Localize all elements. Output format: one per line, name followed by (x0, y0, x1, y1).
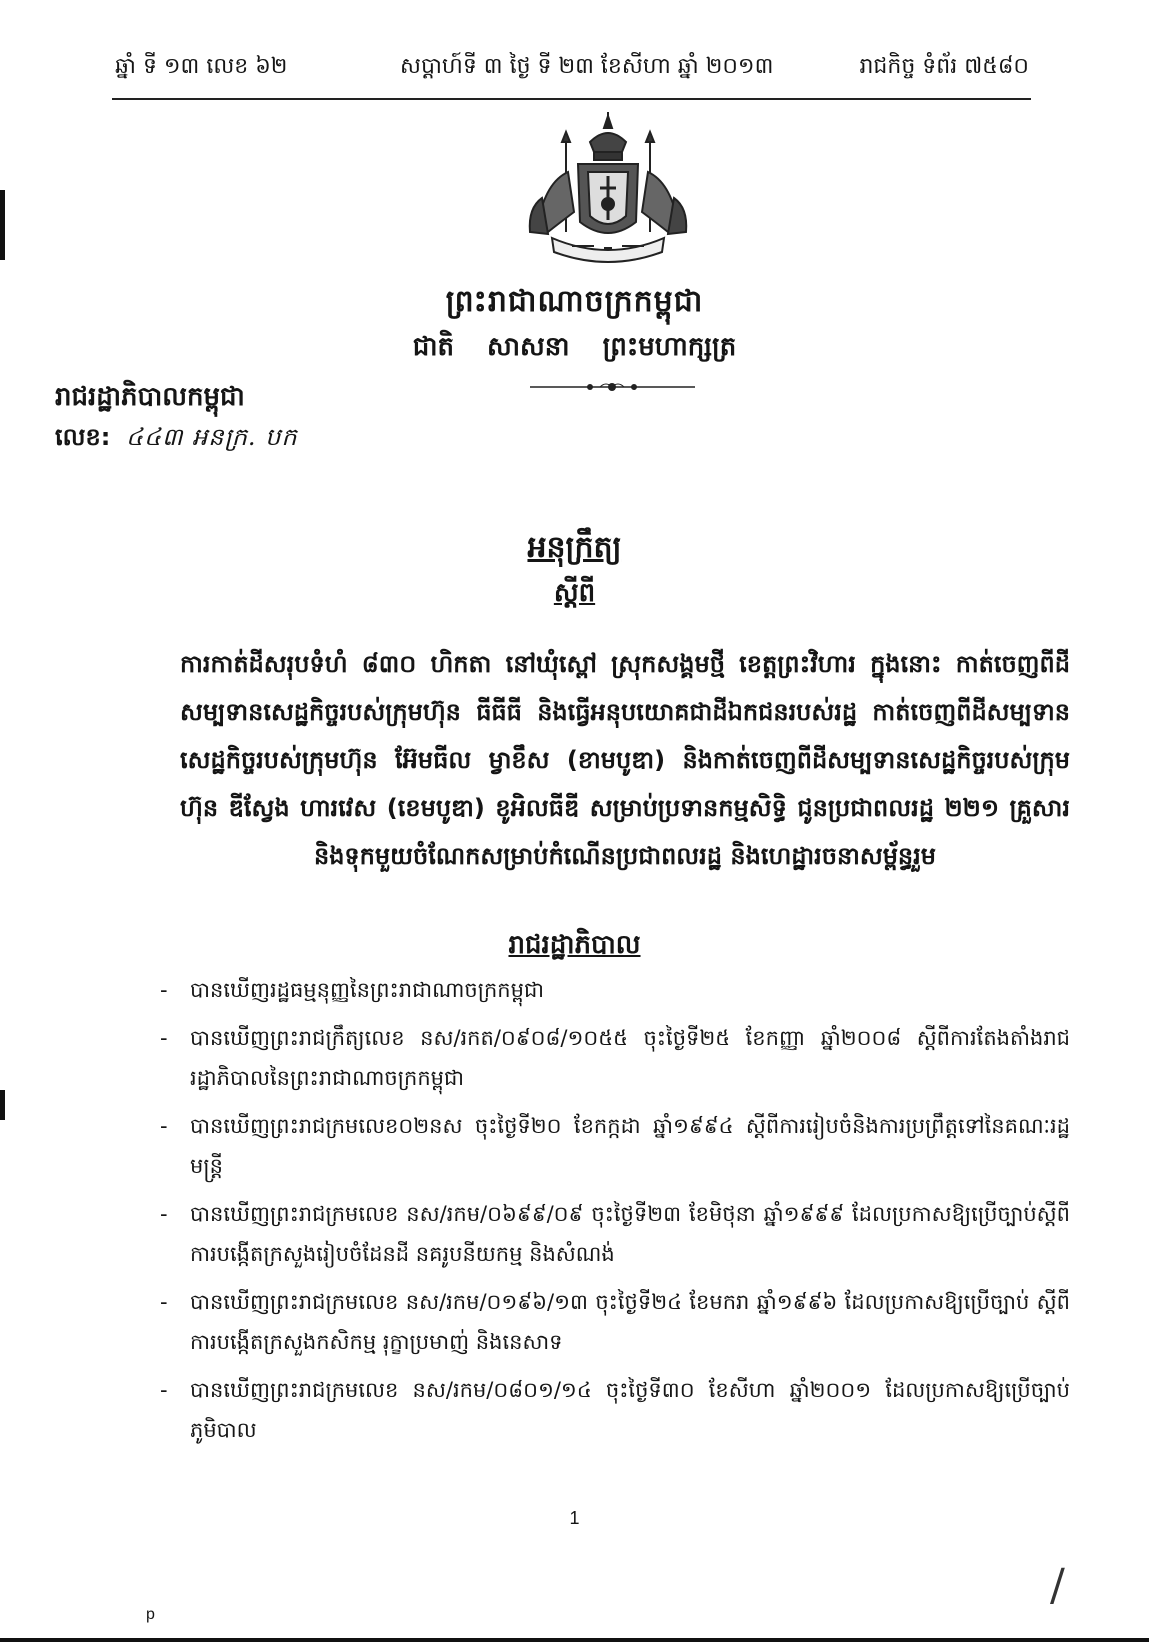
scan-mark-left: p (146, 1606, 155, 1623)
scan-mark-right: / (1050, 1560, 1065, 1611)
document-number (55, 422, 298, 457)
gazette-page: រាជកិច្ច ទំព័រ ៧៥៨០ (859, 54, 1029, 79)
scan-edge-mark (0, 190, 5, 260)
page-number: 1 (569, 1508, 580, 1528)
motto-religion: សាសនា (487, 332, 570, 362)
government-heading: រាជរដ្ឋាភិបាល (508, 930, 641, 960)
document-type: អនុក្រឹត្យ (527, 530, 622, 565)
document-subject: ការកាត់ដីសរុបទំហំ ៨៣០ ហិកតា នៅឃុំស្ពៅ ស្រុកសង្គមថ្មី ខេត្តព្រះវិហារ ក្នុងនោះ កាត់ចេញពីដីសម្បទានសេដ្ឋកិច្ចរបស់ក្រុមហ៊ុន ធីធីធី និងធ្វើអនុបយោគជាដីឯកជនរបស់រដ្ឋ កាត់ចេញពីដីសម្បទានសេដ្ឋកិច្ចរបស់ក្រុមហ៊ុន អ៊ែមធីល ម្វាខឹស (ខាមបូឌា) និងកាត់ចេញពីដីសម្បទានសេដ្ឋកិច្ចរបស់ក្រុមហ៊ុន ឌីស្វែង ហារវេស (ខេមបូឌា) ខូអិលធីឌី សម្រាប់ប្រទានកម្មសិទ្ធិ ជូនប្រជាពលរដ្ឋ ២២១ គ្រួសារ និងទុកមួយចំណែកសម្រាប់កំណើនប្រជាពលរដ្ឋ និងហេដ្ឋារចនាសម្ព័ន្ធរួម (180, 650, 1070, 870)
kingdom-title: ព្រះរាជាណាចក្រកម្ពុជា (445, 284, 704, 319)
issuer-name: រាជរដ្ឋាភិបាលកម្ពុជា (55, 382, 245, 412)
gazette-date: សប្តាហ៍ទី ៣ ថ្ងៃ ទី ២៣ ខែសីហា ឆ្នាំ ២០១៣ (400, 54, 774, 79)
national-motto (0, 330, 1149, 368)
document-number-label: លេខ: (55, 423, 111, 451)
document-about: ស្តីពី (553, 578, 596, 608)
list-item: - បានឃើញព្រះរាជក្រមលេខ នស/រកម/០១៩៦/១៣ ចុះថ្ងៃទី២៤ ខែមករា ឆ្នាំ១៩៩៦ ដែលប្រកាសឱ្យប្រើច្បាប់ ស្តីពីការបង្កើតក្រសួងកសិកម្ម រុក្ខាប្រមាញ់ និងនេសាទ (150, 1282, 1070, 1362)
list-item: - បានឃើញព្រះរាជក្រមលេខ នស/រកម/០៨០១/១៤ ចុះថ្ងៃទី៣០ ខែសីហា ឆ្នាំ២០០១ ដែលប្រកាសឱ្យប្រើច្បាប់ភូមិបាល (150, 1370, 1070, 1450)
document-number-value: ៤៤៣ អនក្រ. បក (125, 423, 298, 451)
scan-edge-mark (0, 1090, 5, 1120)
gazette-header (115, 52, 1029, 92)
ornament-divider-icon (530, 380, 695, 394)
motto-king: ព្រះមហាក្សត្រ (602, 332, 737, 362)
list-item: - បានឃើញរដ្ឋធម្មនុញ្ញនៃព្រះរាជាណាចក្រកម្ពុជា (150, 970, 1070, 1010)
considerations-list (150, 970, 1070, 1458)
royal-coat-of-arms-icon (518, 112, 698, 272)
list-item: - បានឃើញព្រះរាជក្រមលេខ០២នស ចុះថ្ងៃទី២០ ខែកក្កដា ឆ្នាំ១៩៩៤ ស្តីពីការរៀបចំនិងការប្រព្រឹត្តទៅនៃគណៈរដ្ឋមន្ត្រី (150, 1106, 1070, 1186)
list-item: - បានឃើញព្រះរាជក្រមលេខ នស/រកម/០៦៩៩/០៩ ចុះថ្ងៃទី២៣ ខែមិថុនា ឆ្នាំ១៩៩៩ ដែលប្រកាសឱ្យប្រើច្បាប់ស្តីពីការបង្កើតក្រសួងរៀបចំដែនដី នគរូបនីយកម្ម និងសំណង់ (150, 1194, 1070, 1274)
gazette-year-issue: ឆ្នាំ ទី ១៣ លេខ ៦២ (115, 54, 288, 79)
scan-edge-mark (0, 1638, 1149, 1642)
header-rule (112, 98, 1031, 100)
motto-nation: ជាតិ (412, 332, 454, 362)
list-item: - បានឃើញព្រះរាជក្រឹត្យលេខ នស/រកត/០៩០៨/១០៥៥ ចុះថ្ងៃទី២៥ ខែកញ្ញា ឆ្នាំ២០០៨ ស្តីពីការតែងតាំងរាជរដ្ឋាភិបាលនៃព្រះរាជាណាចក្រកម្ពុជា (150, 1018, 1070, 1098)
